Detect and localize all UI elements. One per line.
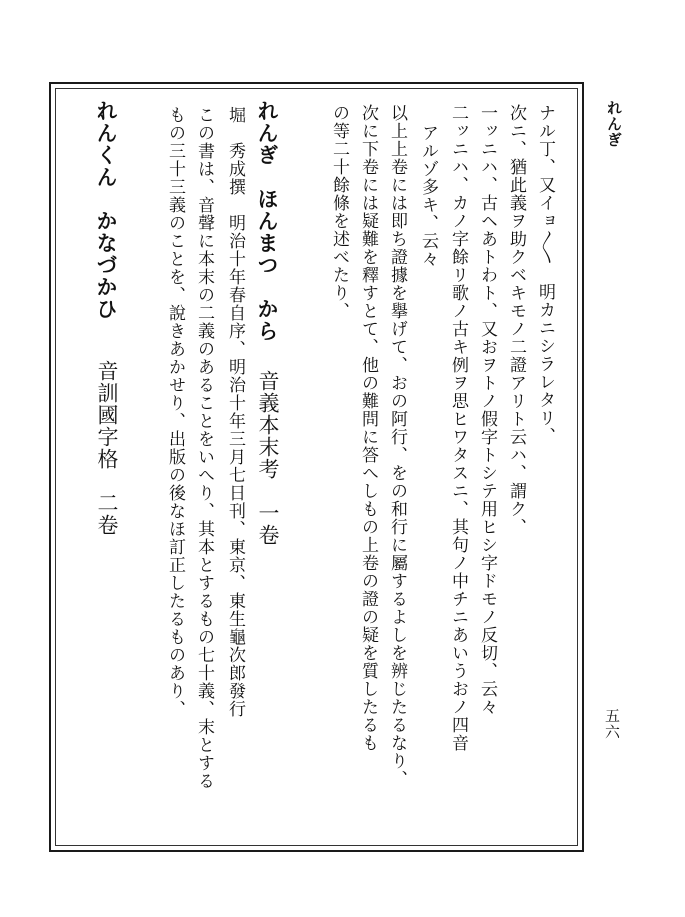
text-column-5: アルゾ多キ、云々 (418, 124, 438, 268)
text-column-6: 以上上卷には即ち證據を擧げて、おの阿行、をの和行に屬するよしを辨じたるなり、 (387, 104, 407, 788)
entry1-author-line: 堀 秀成撰 明治十年春自序、明治十年三月七日刊、東京、東生龜次郎發行 (225, 106, 245, 718)
entry1-title: れんぎ ほんまつ から (255, 100, 280, 342)
text-column-1: ナル丁、又イョ〳〵 明カニシラレタリ、 (535, 104, 555, 445)
text-column-3: 一ッニハ、古ヘあトわト、又おヲトノ假字トシテ用ヒシ字ドモノ反切、云々 (477, 104, 497, 716)
entry2-title: れんくん かなづかひ (94, 100, 119, 320)
page-number: 五六 (603, 708, 621, 740)
text-column-4: 二ッニハ、カノ字餘リ歌ノ古キ例ヲ思ヒワタスニ、其句ノ中チニあいうおノ四音 (448, 104, 468, 752)
running-head: れんぎ (605, 100, 623, 148)
page-border-inner (55, 88, 578, 846)
entry1-description-2: もの三十三義のことを、說きあかせり、出版の後なほ訂正したるものあり、 (165, 106, 185, 718)
text-column-7: 次に下卷には疑難を釋すとて、他の難問に答へしもの上卷の證の疑を質したるも (358, 104, 378, 752)
text-column-2: 次ニ、猶此義ヲ助クベキモノ二證アリト云ハ、謂ク、 (506, 104, 526, 536)
entry1-description-1: この書は、音聲に本末の二義のあることをいへり、其本とするもの七十義、末とする (194, 106, 214, 790)
entry1-work: 音義本末考 一卷 (256, 370, 280, 546)
text-column-8: の等二十餘條を述べたり、 (329, 104, 349, 320)
entry2-work: 音訓國字格 二卷 (95, 360, 119, 536)
